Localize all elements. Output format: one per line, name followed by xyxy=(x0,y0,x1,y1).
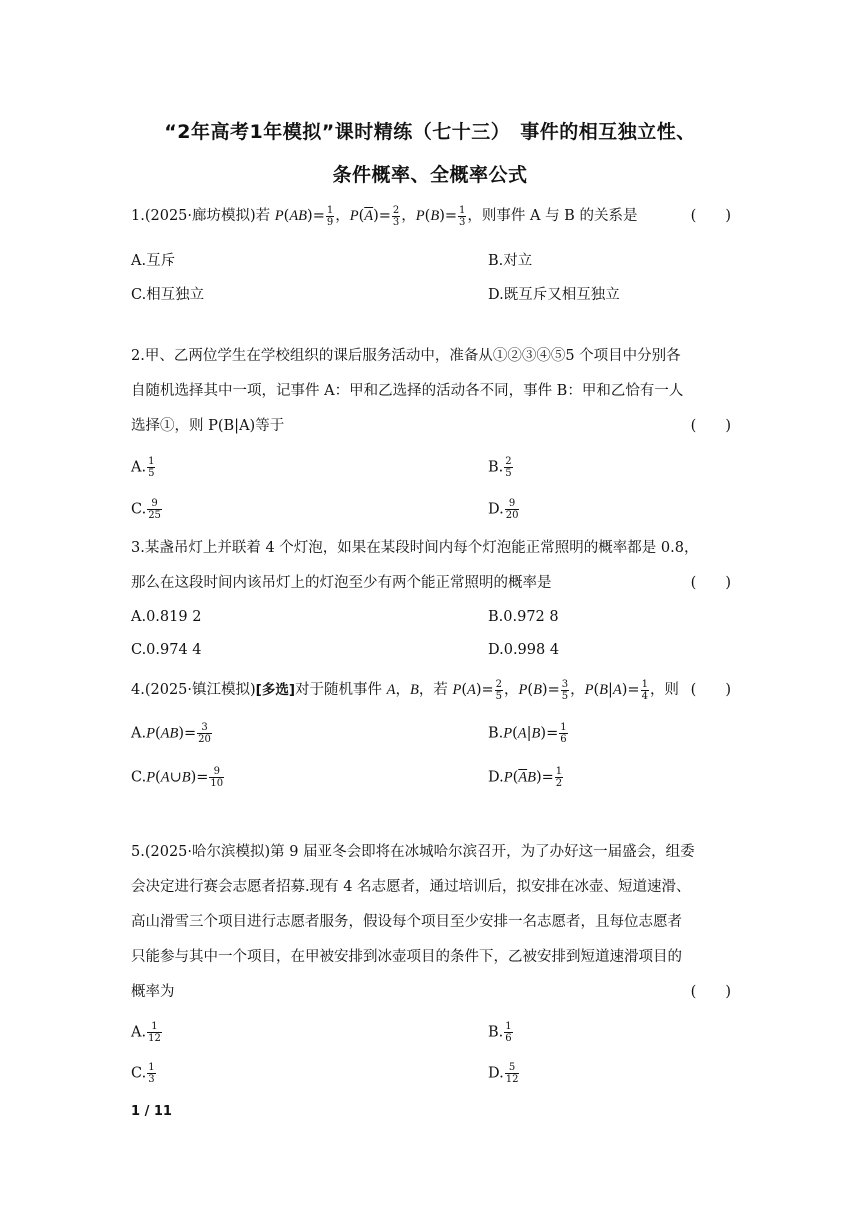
question-1-prefix: 1.(2025·廊坊模拟)若 xyxy=(131,208,275,224)
option-a: A.0.819 2 xyxy=(131,609,202,625)
option-a: A. $\frac{1}{12}$ xyxy=(131,1021,161,1044)
page-title-line-1: “2年高考1年模拟”课时精练（七十三） 事件的相互独立性、 xyxy=(164,121,696,143)
page-title-line-2: 条件概率、全概率公式 xyxy=(332,164,528,186)
option-d: D.0.998 4 xyxy=(488,642,560,658)
answer-bracket: ( ) xyxy=(690,682,731,698)
option-c: C.相互独立 xyxy=(131,287,205,303)
question-5-line-1: 5.(2025·哈尔滨模拟)第 9 届亚冬会即将在冰城哈尔滨召开，为了办好这一届盛会，组委 xyxy=(131,844,695,860)
question-5-line-2: 会决定进行赛会志愿者招募.现有 4 名志愿者，通过培训后，拟安排在冰壶、短道速滑、 xyxy=(131,879,691,895)
option-c: C.0.974 4 xyxy=(131,642,202,658)
question-3 xyxy=(131,531,731,601)
answer-bracket: ( ) xyxy=(690,575,731,591)
answer-bracket: ( ) xyxy=(690,984,731,1000)
question-2-line-3: 选择①，则 P(B|A)等于 ( ) xyxy=(131,409,731,444)
answer-bracket: ( ) xyxy=(690,418,731,434)
option-b: B. $\frac{1}{6}$ xyxy=(488,1021,512,1044)
question-5-line-5: 概率为 ( ) xyxy=(131,975,731,1010)
option-c: C. $\frac{9}{25}$ xyxy=(131,498,161,521)
option-a: A.P(AB)= $\frac{3}{20}$ xyxy=(131,722,211,745)
question-4-prefix: 4.(2025·镇江模拟) xyxy=(131,682,256,698)
option-c: C. $\frac{1}{3}$ xyxy=(131,1062,155,1085)
option-a: A.互斥 xyxy=(131,253,176,269)
page-number: 1 / 11 xyxy=(131,1104,172,1119)
question-5-line-3: 高山滑雪三个项目进行志愿者服务，假设每个项目至少安排一名志愿者，且每位志愿者 xyxy=(131,914,682,930)
option-c: C.P(A∪B)= $\frac{9}{10}$ xyxy=(131,766,224,789)
option-b: B. $\frac{2}{5}$ xyxy=(488,456,512,479)
question-4-text: 对于随机事件 A，B，若 P(A)= $\frac{2}{5}$ ，P(B)= $\frac{3}{5}$ ，P(B|A)= $\frac{1}{4}$ ，则 xyxy=(295,678,679,702)
question-1-suffix: ，则事件 A 与 B 的关系是 xyxy=(467,208,638,224)
question-4-stem xyxy=(131,673,731,708)
question-3-line-2: 那么在这段时间内该吊灯上的灯泡至少有两个能正常照明的概率是 ( ) xyxy=(131,566,731,601)
question-1 xyxy=(131,199,731,234)
multi-select-tag: [多选] xyxy=(255,682,296,698)
option-b: B.对立 xyxy=(488,253,533,269)
option-b: B.P(A|B)= $\frac{1}{6}$ xyxy=(488,722,567,745)
question-4 xyxy=(131,673,731,708)
question-2 xyxy=(131,339,731,444)
option-d: $D.P(\overline{A}B)=$ $\frac{1}{2}$ xyxy=(488,766,563,789)
question-2-line-2: 自随机选择其中一项，记事件 A：甲和乙选择的活动各不同，事件 B：甲和乙恰有一人 xyxy=(131,383,684,399)
option-d: D. $\frac{5}{12}$ xyxy=(488,1062,519,1085)
question-1-stem xyxy=(131,199,731,234)
question-3-line-1: 3.某盏吊灯上并联着 4 个灯泡，如果在某段时间内每个灯泡能正常照明的概率都是 0.8， xyxy=(131,540,699,556)
option-b: B.0.972 8 xyxy=(488,609,559,625)
question-1-expression: P(AB)= $\frac{1}{9}$ ，$P(\overline{A})=$ $\frac{2}{3}$ ，P(B)= $\frac{1}{3}$ xyxy=(274,204,466,228)
question-5 xyxy=(131,835,731,1010)
question-2-line-1: 2.甲、乙两位学生在学校组织的课后服务活动中，准备从①②③④⑤5 个项目中分别各 xyxy=(131,348,681,364)
question-5-line-4: 只能参与其中一个项目，在甲被安排到冰壶项目的条件下，乙被安排到短道速滑项目的 xyxy=(131,949,682,965)
option-d: D.既互斥又相互独立 xyxy=(488,287,620,303)
option-d: D. $\frac{9}{20}$ xyxy=(488,498,519,521)
option-a: A. $\frac{1}{5}$ xyxy=(131,456,155,479)
answer-bracket: ( ) xyxy=(690,208,731,224)
